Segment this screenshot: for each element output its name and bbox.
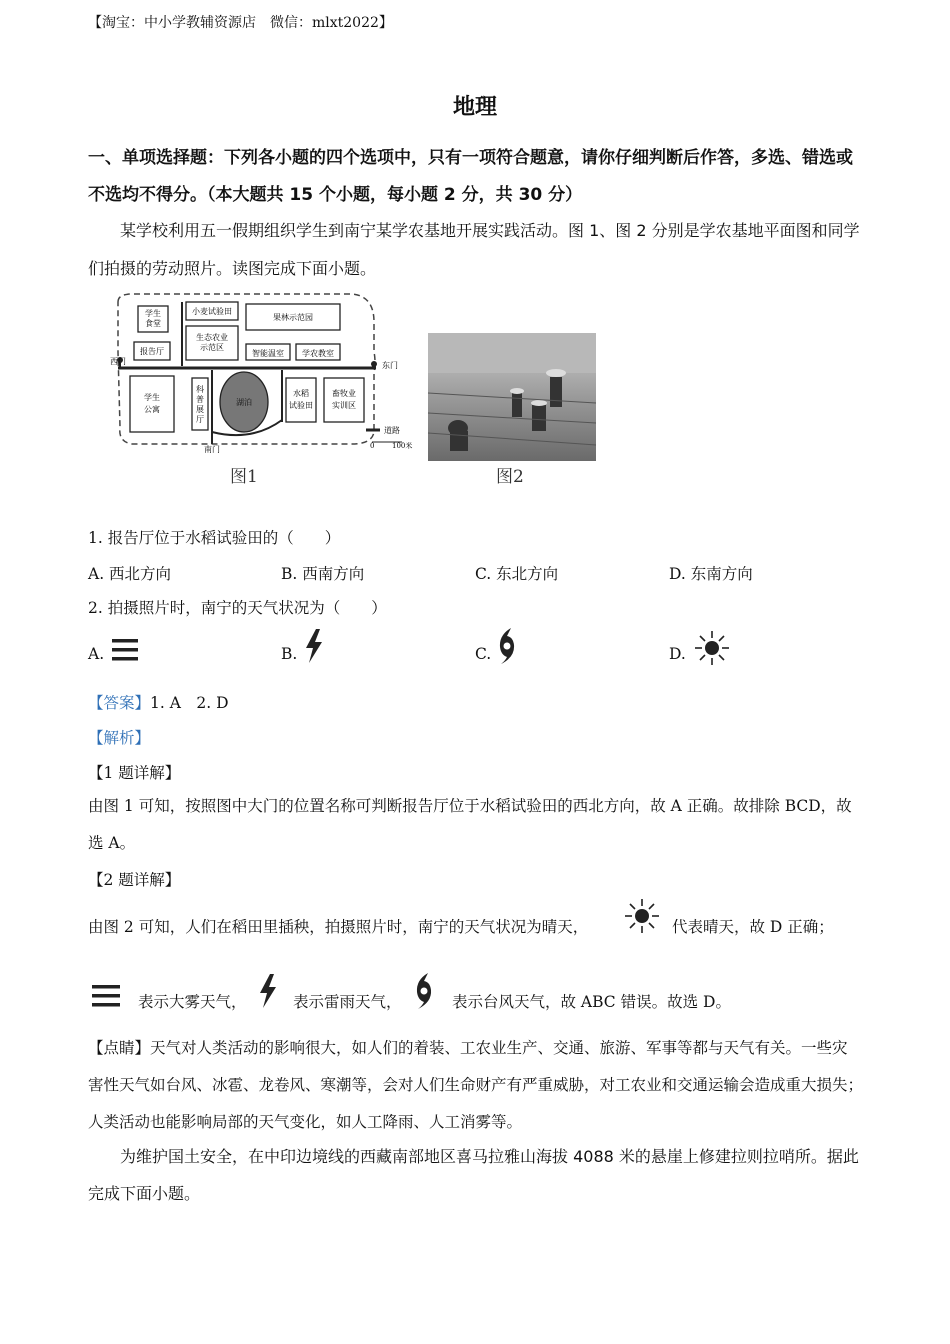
label-eco-1: 生态农业	[196, 333, 228, 342]
sunny-icon-inline	[624, 898, 660, 934]
tip-text: 天气对人类活动的影响很大，如人们的着装、工农业生产、交通、旅游、军事等都与天气有关。一些灾害性天气如台风、冰雹、龙卷风、寒潮等，会对人们生命财产有严重威胁，对工农业和交通运输会造成重大损失；人类活动也能影响局部的天气变化，如人工降雨、人工消雾等。	[88, 1039, 864, 1131]
svg-text:试验田: 试验田	[289, 401, 313, 410]
detail2-line2b: 表示雷雨天气，	[293, 993, 402, 1011]
q2-option-a: A.	[88, 645, 105, 663]
figure1-caption: 图1	[230, 467, 258, 487]
legend-road: 道路	[384, 426, 400, 435]
label-west-gate: 西门	[110, 357, 126, 366]
detail2-line1b: 代表晴天，故 D 正确；	[672, 918, 834, 936]
label-canteen-2: 食堂	[145, 319, 161, 328]
label-lake: 湖泊	[236, 398, 252, 407]
thunderstorm-icon	[302, 628, 326, 664]
question-1-stem: 1. 报告厅位于水稻试验田的（ ）	[88, 529, 341, 547]
q1-option-c: C. 东北方向	[475, 565, 559, 583]
label-classroom: 学农教室	[302, 349, 334, 358]
scale-end: 100米	[392, 442, 413, 450]
answer-row	[88, 691, 229, 713]
tip-paragraph	[88, 1030, 863, 1141]
svg-text:实训区: 实训区	[332, 401, 356, 410]
svg-text:普: 普	[196, 395, 204, 404]
intro-paragraph: 某学校利用五一假期组织学生到南宁某学农基地开展实践活动。图 1、图 2 分别是学农基地平面图和同学们拍摄的劳动照片。读图完成下面小题。	[88, 221, 860, 278]
svg-text:展: 展	[196, 405, 204, 414]
label-dorm-1: 学生	[144, 393, 160, 402]
detail1-text: 由图 1 可知，按照图中大门的位置名称可判断报告厅位于水稻试验田的西北方向，故 A 正确。故排除 BCD，故选 A。	[88, 797, 852, 852]
label-hall: 报告厅	[140, 347, 164, 356]
label-east-gate: 东门	[382, 361, 398, 370]
q1-option-a: A. 西北方向	[88, 565, 172, 583]
detail1-label: 【1 题详解】	[88, 764, 181, 782]
label-south-gate: 南门	[204, 445, 220, 454]
answer-label: 【答案】	[88, 694, 151, 712]
label-wheat: 小麦试验田	[192, 307, 232, 316]
detail2-line2a: 表示大雾天气，	[138, 993, 247, 1011]
label-smart: 智能温室	[252, 349, 284, 358]
tip-label: 【点睛】	[88, 1039, 151, 1057]
q2-option-b: B.	[281, 645, 298, 663]
thunderstorm-icon-inline	[256, 972, 280, 1010]
svg-text:科: 科	[196, 385, 204, 394]
detail2-label: 【2 题详解】	[88, 871, 181, 889]
detail2-line1a: 由图 2 可知，人们在稻田里插秧，拍摄照片时，南宁的天气状况为晴天，	[88, 918, 589, 936]
fog-icon	[110, 636, 140, 664]
page-header: 【淘宝：中小学教辅资源店 微信：mlxt2022】	[88, 15, 393, 31]
label-dorm-2: 公寓	[144, 405, 160, 414]
q1-option-b: B. 西南方向	[281, 565, 365, 583]
analysis-label: 【解析】	[88, 729, 151, 747]
section-heading: 一、单项选择题：下列各小题的四个选项中，只有一项符合题意，请你仔细判断后作答，多选、错选或不选均不得分。（本大题共 15 个小题，每小题 2 分，共 30 分）	[88, 148, 853, 205]
figure1-map	[112, 292, 422, 454]
page-title: 地理	[452, 95, 497, 120]
label-eco-2: 示范区	[200, 343, 224, 352]
figure2-caption: 图2	[496, 467, 524, 487]
svg-text:畜牧业: 畜牧业	[332, 389, 356, 398]
detail2-line2c: 表示台风天气，故 ABC 错误。故选 D。	[452, 993, 731, 1011]
figure2-photo	[428, 333, 596, 461]
q1-option-d: D. 东南方向	[669, 565, 753, 583]
question-2-stem: 2. 拍摄照片时，南宁的天气状况为（ ）	[88, 599, 387, 617]
answer-text: 1. A 2. D	[150, 694, 229, 712]
intro2-paragraph: 为维护国土安全，在中印边境线的西藏南部地区喜马拉雅山海拔 4088 米的悬崖上修建拉则拉哨所。据此完成下面小题。	[88, 1147, 859, 1203]
sunny-icon	[694, 630, 730, 666]
label-orchard: 果林示范园	[273, 313, 313, 322]
scale-zero: 0	[370, 442, 375, 450]
q2-option-d: D.	[669, 645, 686, 663]
fog-icon-inline	[90, 982, 122, 1010]
typhoon-icon-inline	[412, 972, 436, 1010]
q2-option-c: C.	[475, 645, 492, 663]
svg-text:厅: 厅	[196, 415, 204, 424]
typhoon-icon	[495, 627, 519, 665]
label-canteen-1: 学生	[145, 309, 161, 318]
svg-text:水稻: 水稻	[293, 389, 309, 398]
